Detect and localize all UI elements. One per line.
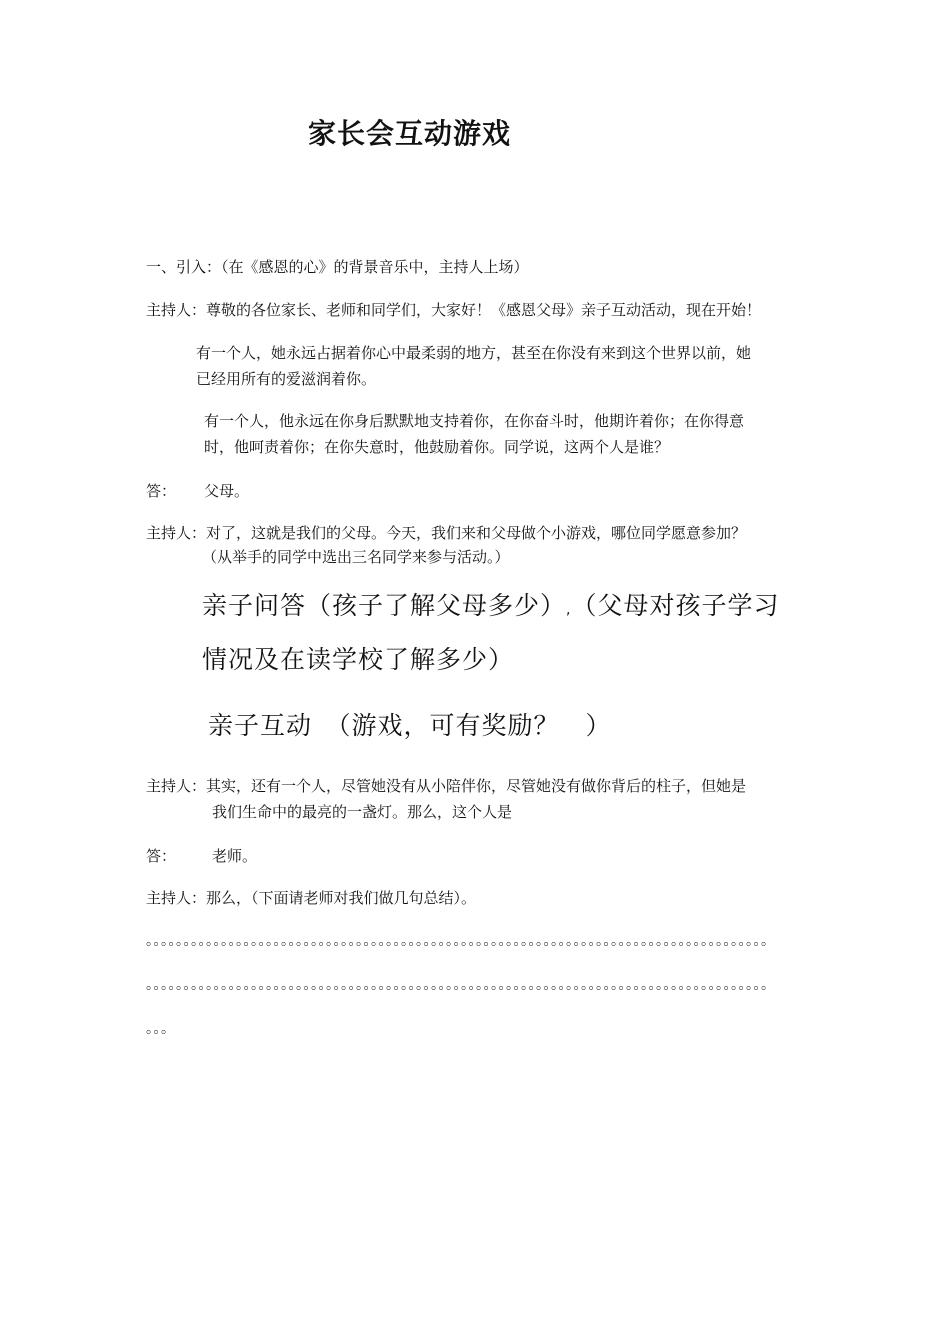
answer-text-2: 老师。 xyxy=(212,847,258,865)
activity-heading-1-cont: 情况及在读学校了解多少） xyxy=(202,645,515,674)
mother-para-line-2: 已经用所有的爱滋润着你。 xyxy=(196,370,377,388)
host-label: 主持人： xyxy=(146,524,207,542)
host-text-1: 尊敬的各位家长、老师和同学们，大家好！《感恩父母》亲子互动活动，现在开始！ xyxy=(206,301,762,319)
host-label: 主持人： xyxy=(146,777,207,795)
host-line-2-cont: （从举手的同学中选出三名同学来参与活动。） xyxy=(202,548,510,566)
host-line-3 xyxy=(146,773,746,799)
answer-line-1 xyxy=(146,478,249,504)
intro-line: 一、引入：（在《感恩的心》的背景音乐中，主持人上场） xyxy=(146,258,529,276)
activity-1-main: 亲子问答（孩子了解父母多少） xyxy=(202,591,567,620)
answer-line-2 xyxy=(146,843,257,869)
page-title: 家长会互动游戏 xyxy=(308,117,512,150)
answer-text-1: 父母。 xyxy=(204,482,250,500)
host-line-4 xyxy=(146,885,476,911)
answer-label: 答： xyxy=(146,847,177,865)
answer-label: 答： xyxy=(146,482,177,500)
ellipsis-line-2: 。。。。。。。。。。。。。。。。。。。。。。。。。。。。。。。。。。。。。。。。。。。。。。。。。。。。。。。。。。。。。。。。。。。。。。。。。。。。。。。。。。。 xyxy=(146,977,776,993)
ellipsis-line-1: 。。。。。。。。。。。。。。。。。。。。。。。。。。。。。。。。。。。。。。。。。。。。。。。。。。。。。。。。。。。。。。。。。。。。。。。。。。。。。。。。。。。 xyxy=(146,933,776,949)
mother-para-line-1: 有一个人，她永远占据着你心中最柔弱的地方，甚至在你没有来到这个世界以前，她 xyxy=(196,344,752,362)
host-text-3: 其实，还有一个人，尽管她没有从小陪伴你，尽管她没有做你背后的柱子，但她是 xyxy=(206,777,747,795)
father-para-line-2: 时，他呵责着你；在你失意时，他鼓励着你。同学说，这两个人是谁？ xyxy=(204,438,670,456)
ellipsis-line-3: 。。。 xyxy=(146,1021,176,1037)
father-para-line-1: 有一个人，他永远在你身后默默地支持着你，在你奋斗时，他期许着你；在你得意 xyxy=(204,412,745,430)
host-text-2: 对了，这就是我们的父母。今天，我们来和父母做个小游戏，哪位同学愿意参加？ xyxy=(206,524,747,542)
activity-heading-1 xyxy=(202,586,779,622)
host-line-2 xyxy=(146,520,746,546)
activity-1-sep: , xyxy=(566,602,572,618)
host-text-4: 那么，（下面请老师对我们做几句总结）。 xyxy=(206,889,477,907)
host-line-3-cont: 我们生命中的最亮的一盏灯。那么，这个人是 xyxy=(212,803,513,821)
host-label: 主持人： xyxy=(146,301,207,319)
activity-1-extra: （父母对孩子学习 xyxy=(571,591,780,620)
activity-heading-2: 亲子互动 （游戏，可有奖励？ ） xyxy=(208,711,612,740)
host-label: 主持人： xyxy=(146,889,207,907)
host-line-1 xyxy=(146,297,761,323)
